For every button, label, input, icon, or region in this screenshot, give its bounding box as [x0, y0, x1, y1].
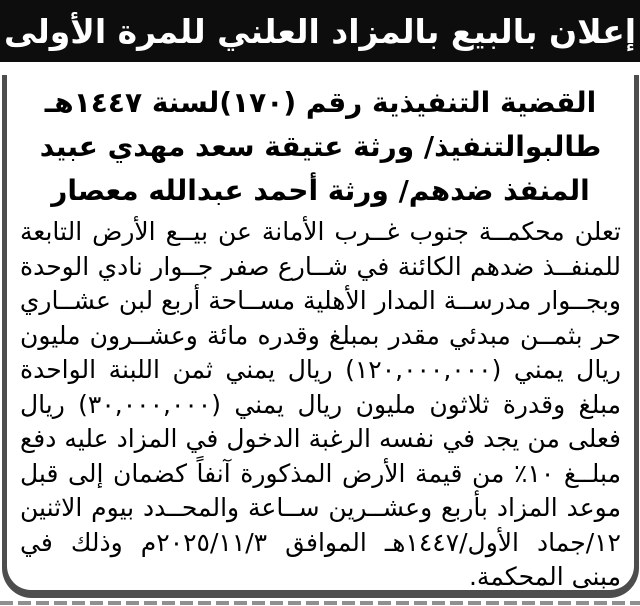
body-line: للمنفــذ ضدهم الكائنة في شــارع صفر جــوار نادي الوحدة — [20, 251, 621, 281]
dashed-separator — [0, 601, 640, 605]
body-line: فعلى من يجد في نفسه الرغبة الدخول في المزاد عليه دفع — [20, 424, 621, 453]
case-header — [20, 81, 621, 213]
body-line: موعد المزاد بأربع وعشــرين ســاعة والمحــدد بيوم الاثنين — [20, 493, 621, 522]
announcement-content — [7, 75, 634, 590]
body-line: ريال يمني (١٢٠,٠٠٠,٠٠٠) ريال يمني ثمن اللبنة الواحدة — [20, 355, 621, 384]
announcement-body — [20, 215, 621, 590]
case-header-line: المنفذ ضدهم/ ورثة أحمد عبدالله معصار — [51, 174, 590, 207]
body-line: مبلــغ ١٠٪ من قيمة الأرض المذكورة آنفاً كضمان إلى قبل — [20, 458, 621, 488]
body-line: وبجــوار مدرســة المدار الأهلية مســاحة أربع لبن عشــاري — [19, 286, 621, 315]
announcement-banner — [0, 0, 640, 62]
announcement-frame — [2, 75, 639, 598]
body-line: حر بثمــن مبدئي مقدر بمبلغ وقدره مائة وعشــرون مليون — [20, 320, 621, 350]
banner-title: إعلان بالبيع بالمزاد العلني للمرة الأولى — [3, 11, 637, 51]
case-header-line: طالبوالتنفيذ/ ورثة عتيقة سعد مهدي عبيد — [39, 130, 602, 163]
body-line: مبلغ وقدرة ثلاثون مليون ريال يمني (٣٠,٠٠٠,٠٠٠) ريال — [20, 389, 622, 419]
body-line: تعلن محكمــة جنوب غــرب الأمانة عن بيــع الأرض التابعة — [20, 217, 621, 246]
body-line: مبنى المحكمة. — [468, 562, 621, 590]
body-line: ١٢/جماد الأول/١٤٤٧هـ الموافق ٢٠٢٥/١١/٣م وذلك في — [20, 527, 621, 557]
case-header-line: القضية التنفيذية رقم (١٧٠)لسنة ١٤٤٧هـ — [44, 86, 597, 119]
